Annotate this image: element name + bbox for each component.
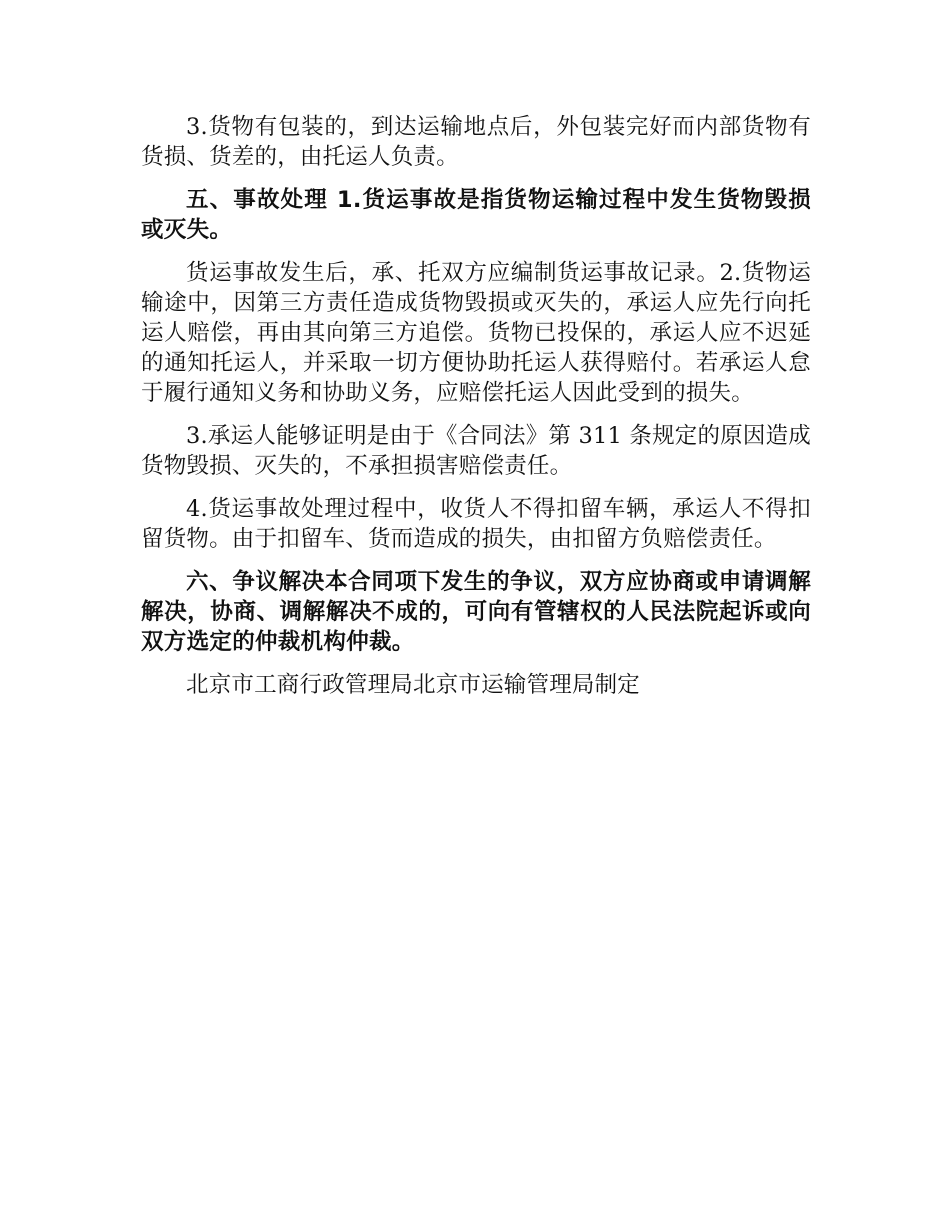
paragraph-no-detention: 4.货运事故处理过程中，收货人不得扣留车辆，承运人不得扣留货物。由于扣留车、货而造成的损失，由扣留方负赔偿责任。 xyxy=(141,496,811,552)
paragraph-contract-law-exemption: 3.承运人能够证明是由于《合同法》第 311 条规定的原因造成货物毁损、灭失的，不承担损害赔偿责任。 xyxy=(141,423,811,479)
heading-dispute-resolution: 六、争议解决本合同项下发生的争议，双方应协商或申请调解解决，协商、调解解决不成的，可向有管辖权的人民法院起诉或向双方选定的仲裁机构仲裁。 xyxy=(141,569,811,655)
heading-accident-handling: 五、事故处理 1.货运事故是指货物运输过程中发生货物毁损或灭失。 xyxy=(141,187,811,243)
paragraph-packaging-liability: 3.货物有包装的，到达运输地点后，外包装完好而内部货物有货损、货差的，由托运人负责。 xyxy=(141,114,811,170)
paragraph-accident-record: 货运事故发生后，承、托双方应编制货运事故记录。2.货物运输途中，因第三方责任造成货物毁损或灭失的，承运人应先行向托运人赔偿，再由其向第三方追偿。货物已投保的，承运人应不迟延的通知托运人，并采取一切方便协助托运人获得赔付。若承运人怠于履行通知义务和协助义务，应赔偿托运人因此受到的损失。 xyxy=(141,260,811,406)
document-page xyxy=(141,112,811,713)
issuer-line: 北京市工商行政管理局北京市运输管理局制定 xyxy=(186,672,641,698)
